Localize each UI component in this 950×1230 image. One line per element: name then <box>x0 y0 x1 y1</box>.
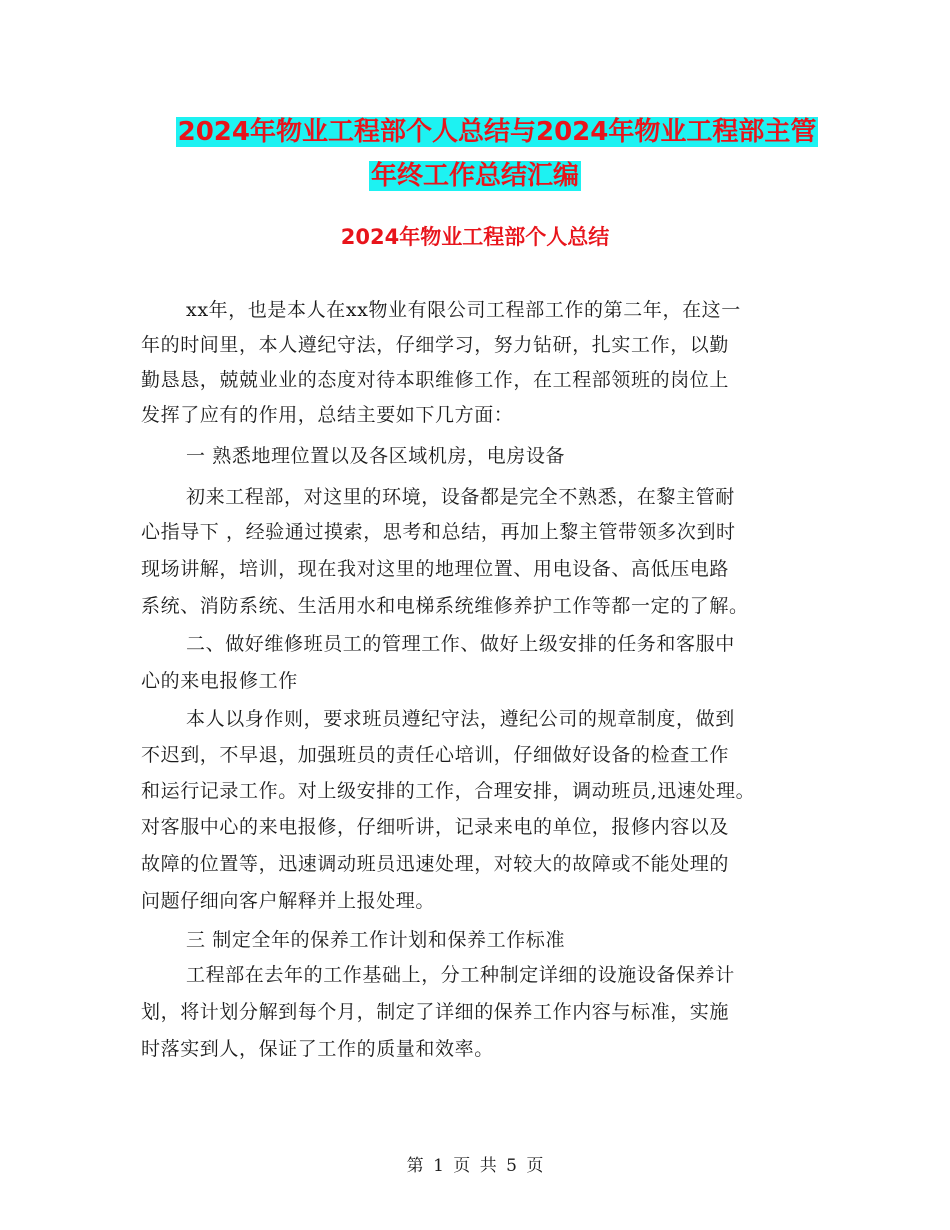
paragraph-line: 现场讲解，培训，现在我对这里的地理位置、用电设备、高低压电路 <box>141 558 730 580</box>
paragraph-line: 故障的位置等，迅速调动班员迅速处理，对较大的故障或不能处理的 <box>141 853 730 875</box>
subheading-line: 三 制定全年的保养工作计划和保养工作标准 <box>186 929 566 951</box>
subheading-line: 心的来电报修工作 <box>141 670 298 692</box>
subheading-line: 一 熟悉地理位置以及各区域机房，电房设备 <box>186 445 566 467</box>
document-title-line-1: 2024年物业工程部个人总结与2024年物业工程部主管 <box>177 117 817 147</box>
paragraph-line: 划，将计划分解到每个月，制定了详细的保养工作内容与标准，实施 <box>141 1001 730 1023</box>
paragraph-line: 问题仔细向客户解释并上报处理。 <box>141 890 436 912</box>
paragraph-line: 和运行记录工作。对上级安排的工作，合理安排，调动班员,迅速处理。 <box>141 780 756 802</box>
subheading-line: 二、做好维修班员工的管理工作、做好上级安排的任务和客服中 <box>186 633 735 655</box>
paragraph-line: 勤恳恳，兢兢业业的态度对待本职维修工作，在工程部领班的岗位上 <box>141 369 730 391</box>
paragraph-line: 发挥了应有的作用，总结主要如下几方面： <box>141 404 514 426</box>
paragraph-line: 本人以身作则，要求班员遵纪守法，遵纪公司的规章制度，做到 <box>186 708 735 730</box>
paragraph-line: 初来工程部，对这里的环境，设备都是完全不熟悉，在黎主管耐 <box>186 486 735 508</box>
paragraph-line: 不迟到，不早退，加强班员的责任心培训，仔细做好设备的检查工作 <box>141 744 730 766</box>
section-title: 2024年物业工程部个人总结 <box>340 225 610 249</box>
paragraph-line: 工程部在去年的工作基础上，分工种制定详细的设施设备保养计 <box>186 964 735 986</box>
page-number-footer: 第 1 页 共 5 页 <box>406 1156 544 1176</box>
document-title-line-2: 年终工作总结汇编 <box>370 161 579 191</box>
paragraph-line: 心指导下 ，经验通过摸索，思考和总结，再加上黎主管带领多次到时 <box>141 521 736 543</box>
paragraph-line: 年的时间里，本人遵纪守法，仔细学习，努力钻研，扎实工作，以勤 <box>141 334 730 356</box>
paragraph-line: 对客服中心的来电报修，仔细听讲，记录来电的单位，报修内容以及 <box>141 816 730 838</box>
paragraph-line: xx年，也是本人在xx物业有限公司工程部工作的第二年，在这一 <box>186 299 741 321</box>
paragraph-line: 系统、消防系统、生活用水和电梯系统维修养护工作等都一定的了解。 <box>141 595 749 617</box>
paragraph-line: 时落实到人，保证了工作的质量和效率。 <box>141 1038 494 1060</box>
